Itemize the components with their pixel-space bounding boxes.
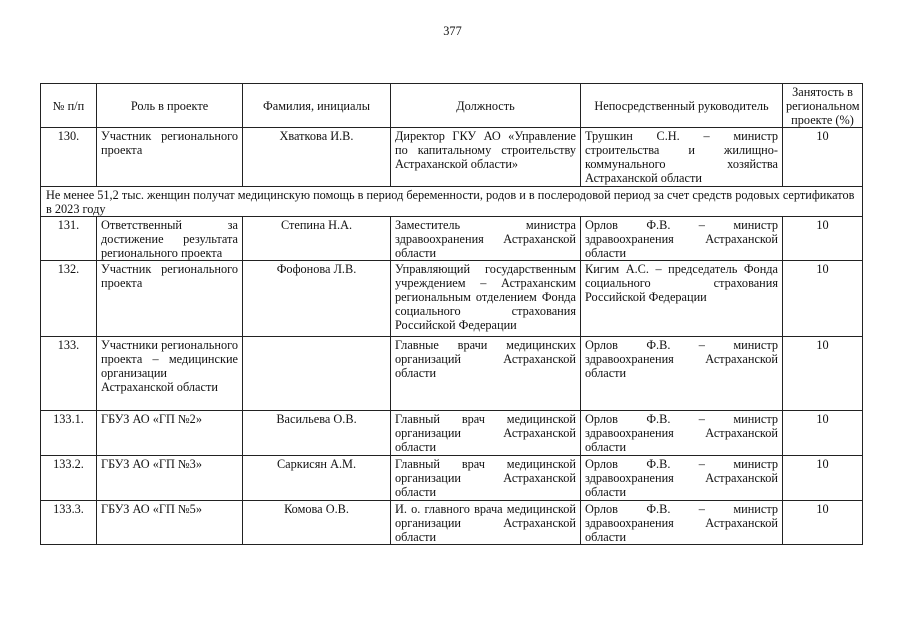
- row-position: Главный врач медицинской организации Астраханской области: [391, 411, 581, 456]
- table-row: [41, 456, 863, 501]
- row-name: Степина Н.А.: [243, 217, 391, 261]
- row-num: 130.: [41, 128, 97, 187]
- row-role: Участник регионального проекта: [97, 261, 243, 337]
- row-role: ГБУЗ АО «ГП №2»: [97, 411, 243, 456]
- header-manager: Непосредственный руководитель: [581, 84, 783, 128]
- row-role: ГБУЗ АО «ГП №5»: [97, 501, 243, 545]
- row-manager: Орлов Ф.В. – министр здравоохранения Астраханской области: [581, 501, 783, 545]
- row-role: Участник регионального проекта: [97, 128, 243, 187]
- header-num: № п/п: [41, 84, 97, 128]
- row-employment: 10: [783, 128, 863, 187]
- row-name: Хваткова И.В.: [243, 128, 391, 187]
- row-manager: Трушкин С.Н. – министр строительства и жилищно-коммунального хозяйства Астраханской области: [581, 128, 783, 187]
- header-role: Роль в проекте: [97, 84, 243, 128]
- row-employment: 10: [783, 456, 863, 501]
- header-position: Должность: [391, 84, 581, 128]
- row-role: ГБУЗ АО «ГП №3»: [97, 456, 243, 501]
- row-position: Заместитель министра здравоохранения Астраханской области: [391, 217, 581, 261]
- row-name: [243, 337, 391, 411]
- row-name: Комова О.В.: [243, 501, 391, 545]
- section-title: Не менее 51,2 тыс. женщин получат медицинскую помощь в период беременности, родов и в послеродовой период за счет средств родовых сертификатов в 2023 году: [41, 187, 863, 217]
- row-name: Фофонова Л.В.: [243, 261, 391, 337]
- row-num: 133.2.: [41, 456, 97, 501]
- row-num: 132.: [41, 261, 97, 337]
- row-manager: Кигим А.С. – председатель Фонда социального страхования Российской Федерации: [581, 261, 783, 337]
- project-roles-table: [40, 83, 863, 545]
- row-position: Главный врач медицинской организации Астраханской области: [391, 456, 581, 501]
- row-position: Главные врачи медицинских организаций Астраханской области: [391, 337, 581, 411]
- row-employment: 10: [783, 261, 863, 337]
- table-row: [41, 128, 863, 187]
- row-role: Ответственный за достижение результата регионального проекта: [97, 217, 243, 261]
- section-row: [41, 187, 863, 217]
- row-manager: Орлов Ф.В. – министр здравоохранения Астраханской области: [581, 337, 783, 411]
- table-row: [41, 217, 863, 261]
- row-employment: 10: [783, 411, 863, 456]
- row-employment: 10: [783, 217, 863, 261]
- table-row: [41, 261, 863, 337]
- row-position: Директор ГКУ АО «Управление по капитальному строительству Астраханской области»: [391, 128, 581, 187]
- row-num: 133.: [41, 337, 97, 411]
- row-manager: Орлов Ф.В. – министр здравоохранения Астраханской области: [581, 411, 783, 456]
- table-row: [41, 337, 863, 411]
- header-employment: Занятость в региональном проекте (%): [783, 84, 863, 128]
- header-name: Фамилия, инициалы: [243, 84, 391, 128]
- row-manager: Орлов Ф.В. – министр здравоохранения Астраханской области: [581, 456, 783, 501]
- row-manager: Орлов Ф.В. – министр здравоохранения Астраханской области: [581, 217, 783, 261]
- row-position: И. о. главного врача медицинской организации Астраханской области: [391, 501, 581, 545]
- page-number: 377: [443, 24, 462, 38]
- row-position: Управляющий государственным учреждением – Астраханским региональным отделением Фонда социального страхования Российской Федерации: [391, 261, 581, 337]
- table-row: [41, 411, 863, 456]
- row-num: 133.3.: [41, 501, 97, 545]
- row-name: Васильева О.В.: [243, 411, 391, 456]
- header-row: [41, 84, 863, 128]
- row-num: 131.: [41, 217, 97, 261]
- row-name: Саркисян А.М.: [243, 456, 391, 501]
- row-employment: 10: [783, 501, 863, 545]
- row-num: 133.1.: [41, 411, 97, 456]
- table-row: [41, 501, 863, 545]
- row-role: Участники регионального проекта – медицинские организации Астраханской области: [97, 337, 243, 411]
- row-employment: 10: [783, 337, 863, 411]
